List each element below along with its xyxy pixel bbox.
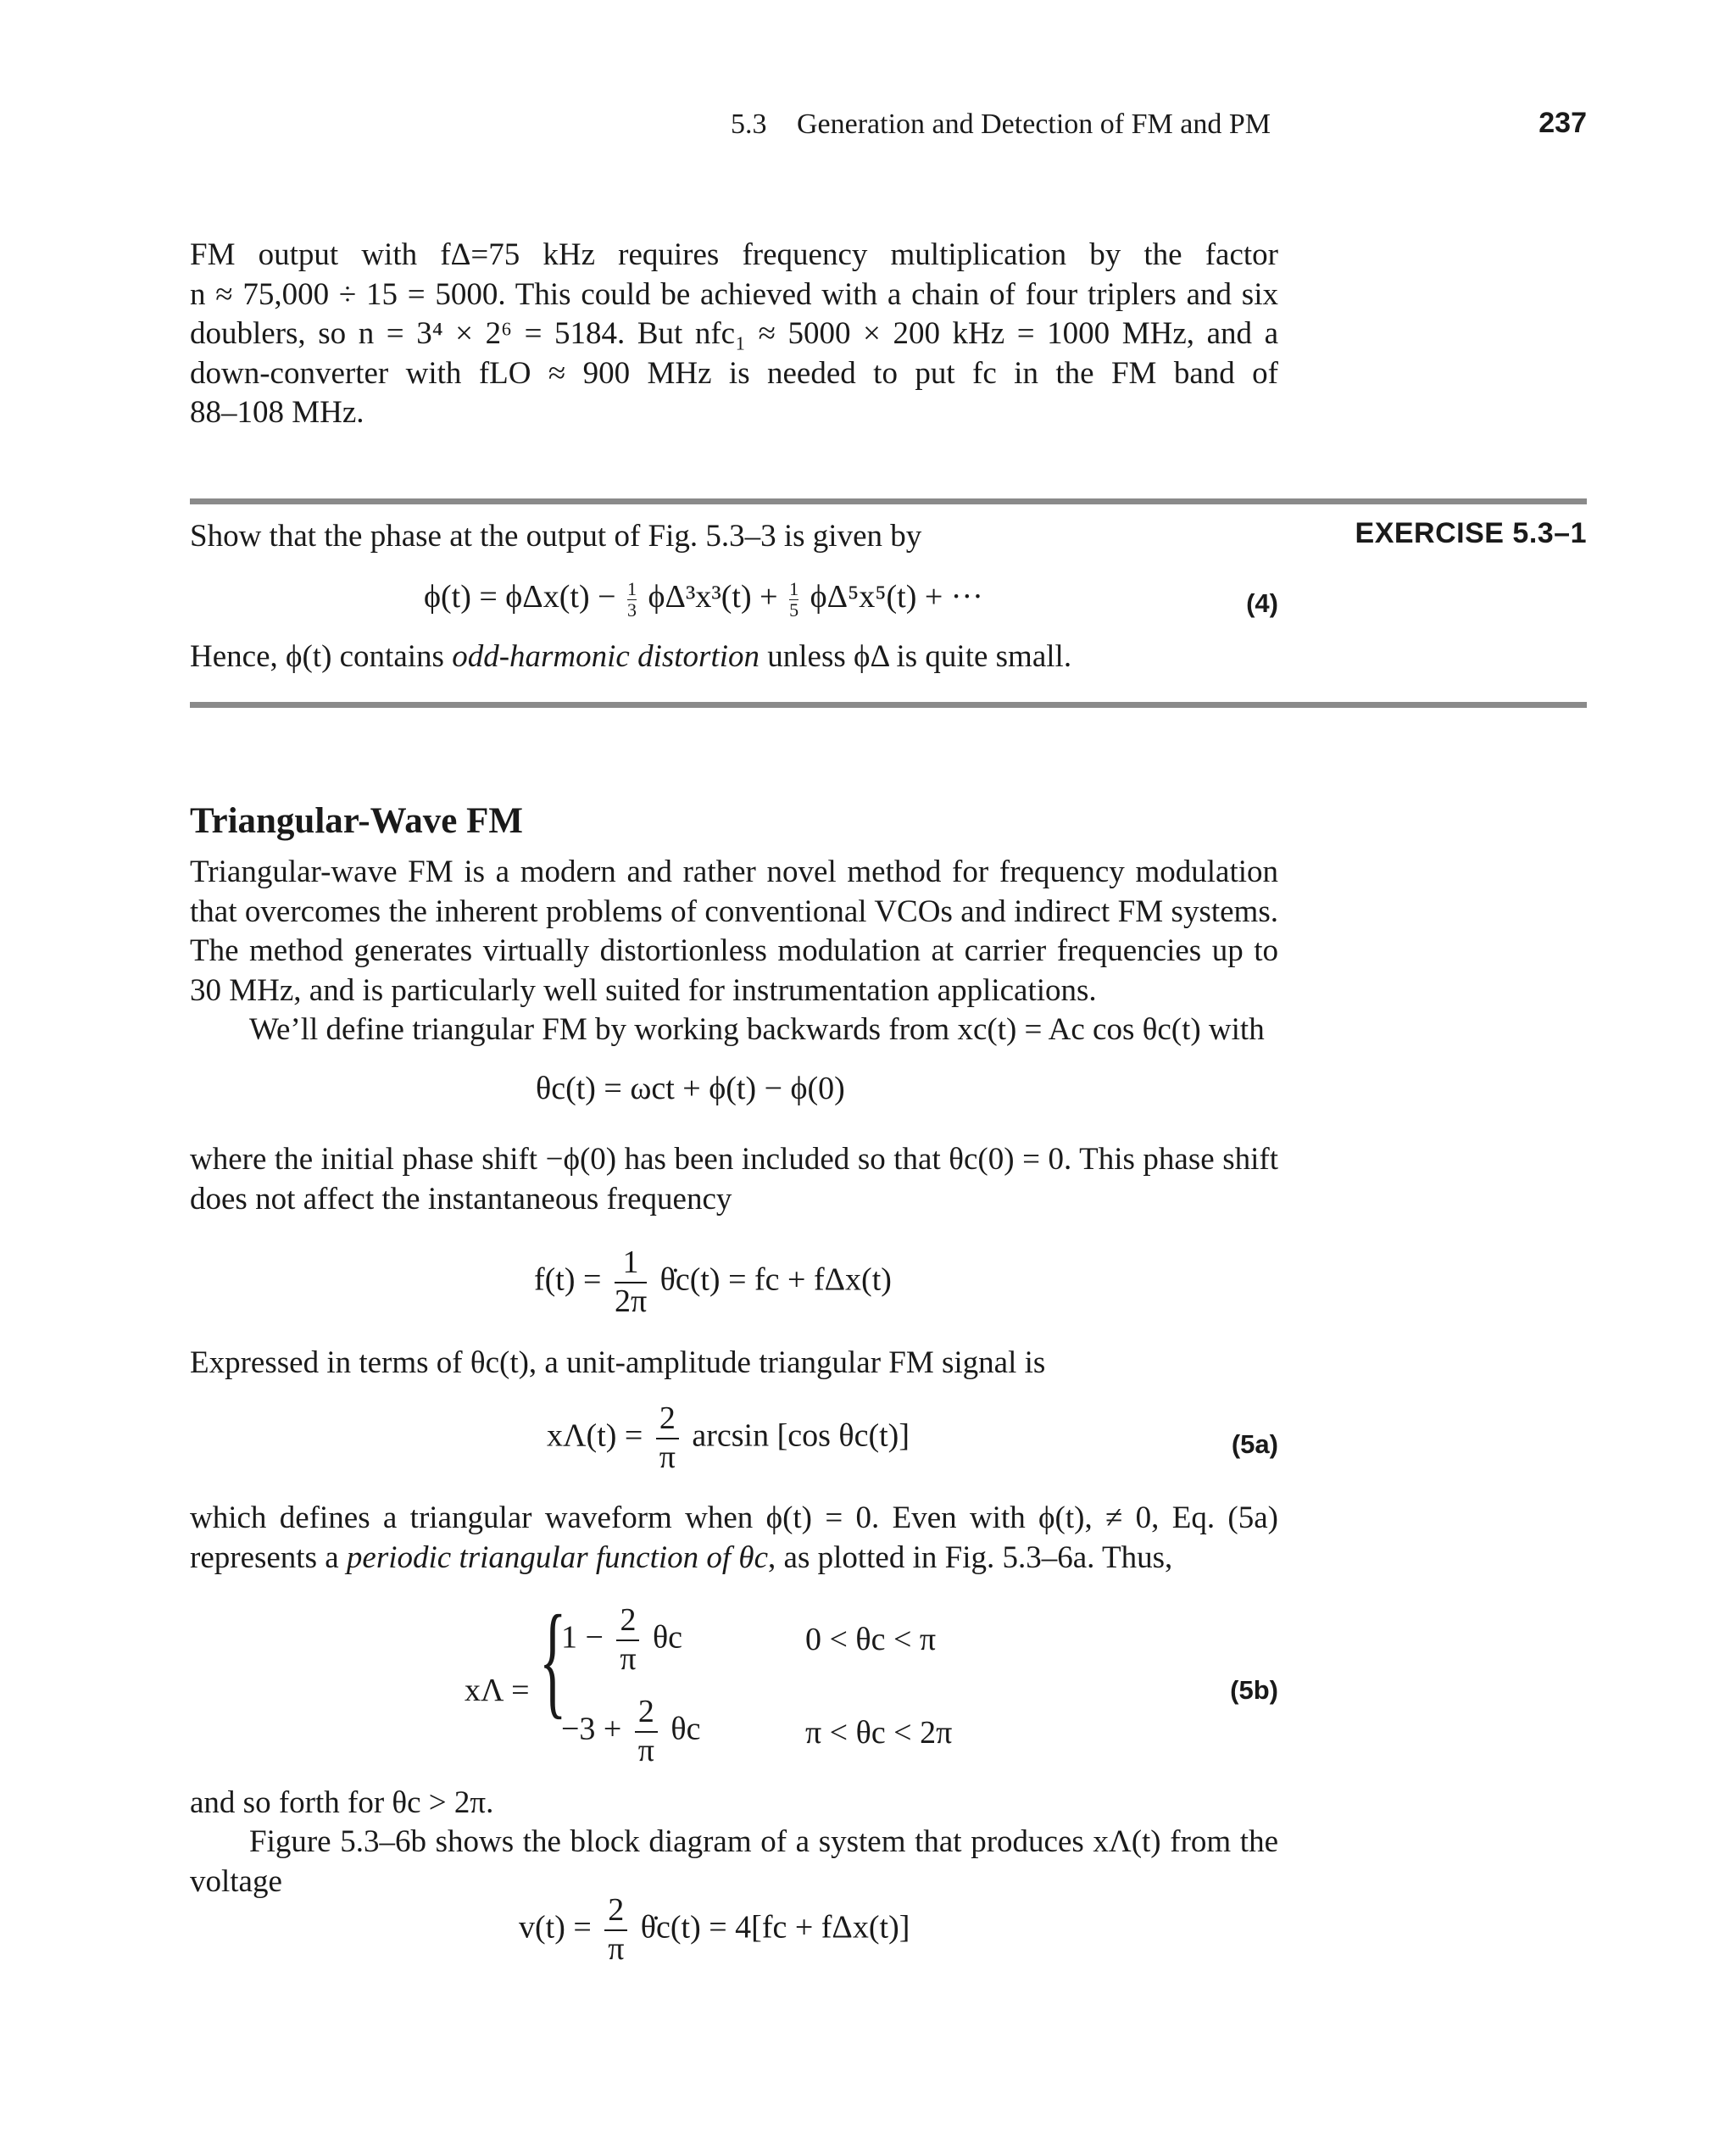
eq4-frac-2: $\frac{1}{5}$ [789, 577, 799, 621]
page-number: 237 [1538, 107, 1587, 139]
equation-theta: θc(t) = ωct + ϕ(t) − ϕ(0) [536, 1071, 845, 1106]
paragraph-6: and so forth for θc > 2π. [190, 1785, 494, 1820]
voltage-fraction: $\frac{2}{\pi}$ [604, 1892, 627, 1968]
freq-fraction: $\frac{1}{2\pi}$ [614, 1244, 648, 1319]
case2-fraction: $\frac{2}{\pi}$ [635, 1694, 658, 1769]
eq5a-number: (5a) [1231, 1429, 1278, 1459]
emphasis-odd-harmonic: odd-harmonic distortion [452, 639, 760, 674]
equation-frequency: f(t) = $\frac{1}{2\pi}$ θ̇c(t) = fc + fΔx(t) [534, 1244, 892, 1319]
eq4-end: ϕΔ⁵x⁵(t) + ··· [810, 579, 983, 615]
emphasis-periodic: periodic triangular function of θc [346, 1539, 769, 1575]
paragraph-3: where the initial phase shift −ϕ(0) has been included so that θc(0) = 0. This phase shift does not affect the instantaneous frequency [190, 1142, 1278, 1216]
intro-line-2: n ≈ 75,000 ÷ 15 = 5000. This could be achieved with a chain of four triplers and six [190, 276, 1278, 312]
section-heading: Triangular-Wave FM [190, 801, 523, 841]
eq4-number: (4) [1246, 588, 1278, 618]
intro-line-4: down-converter with fLO ≈ 900 MHz is needed to put fc in the FM band of [190, 355, 1278, 391]
paragraph-5: which defines a triangular waveform when ϕ(t) = 0. Even with ϕ(t), ≠ 0, Eq. (5a) represents a periodic triangular function of θc, as plotted in Fig. 5.3–6a. Thus, [190, 1500, 1278, 1575]
paragraph-2: We’ll define triangular FM by working backwards from xc(t) = Ac cos θc(t) with [249, 1012, 1265, 1047]
left-brace: { [539, 1589, 567, 1730]
exercise-bottom-rule [190, 702, 1587, 708]
exercise-label: EXERCISE 5.3–1 [1355, 517, 1587, 549]
eq5b-lhs: xΛ = [465, 1673, 530, 1708]
exercise-conclusion: Hence, ϕ(t) contains odd-harmonic distortion unless ϕΔ is quite small. [190, 639, 1072, 674]
equation-voltage: v(t) = $\frac{2}{\pi}$ θ̇c(t) = 4[fc + fΔx(t)] [519, 1892, 910, 1967]
eq5b-number: (5b) [1230, 1675, 1278, 1705]
eq4-lhs: ϕ(t) = ϕΔx(t) − [424, 579, 616, 615]
case1-fraction: $\frac{2}{\pi}$ [616, 1602, 639, 1678]
intro-line-3: doublers, so n = 3⁴ × 2⁶ = 5184. But nfc₁ ≈ 5000 × 200 kHz = 1000 MHz, and a [190, 316, 1278, 351]
eq5b-case-2: −3 + $\frac{2}{\pi}$ θc [561, 1694, 701, 1768]
eq5a-fraction: $\frac{2}{\pi}$ [656, 1400, 679, 1476]
intro-line-5: 88–108 MHz. [190, 395, 364, 430]
exercise-top-rule [190, 498, 1587, 504]
intro-paragraph [190, 236, 1278, 433]
eq4-frac-1: $\frac{1}{3}$ [627, 577, 637, 621]
paragraph-7: Figure 5.3–6b shows the block diagram of a system that produces xΛ(t) from the voltage [190, 1824, 1278, 1899]
paragraph-4: Expressed in terms of θc(t), a unit-amplitude triangular FM signal is [190, 1345, 1046, 1380]
running-head-title: Generation and Detection of FM and PM [797, 109, 1271, 140]
paragraph-1: Triangular-wave FM is a modern and rather novel method for frequency modulation that overcomes the inherent problems of conventional VCOs and indirect FM systems. The method generates virtually distortionless modulation at carrier frequencies up to 30 MHz, and is particularly well suited for instrumentation applications. We’ll define triangular FM by working backwards from xc(t) = Ac cos θc(t) with [190, 853, 1278, 1050]
eq5b-case-2-condition: π < θc < 2π [805, 1715, 953, 1751]
equation-4 [424, 578, 983, 621]
eq5b-case-1-condition: 0 < θc < π [805, 1622, 937, 1657]
eq4-mid: ϕΔ³x³(t) + [648, 579, 778, 615]
eq5b-case-1: 1 − $\frac{2}{\pi}$ θc [561, 1602, 683, 1677]
section-number: 5.3 [731, 109, 767, 140]
exercise-prompt: Show that the phase at the output of Fig. 5.3–3 is given by [190, 519, 922, 554]
intro-line-1: FM output with fΔ=75 kHz requires frequency multiplication by the factor [190, 237, 1278, 272]
equation-5a: xΛ(t) = $\frac{2}{\pi}$ arcsin [cos θc(t)] [547, 1400, 910, 1475]
